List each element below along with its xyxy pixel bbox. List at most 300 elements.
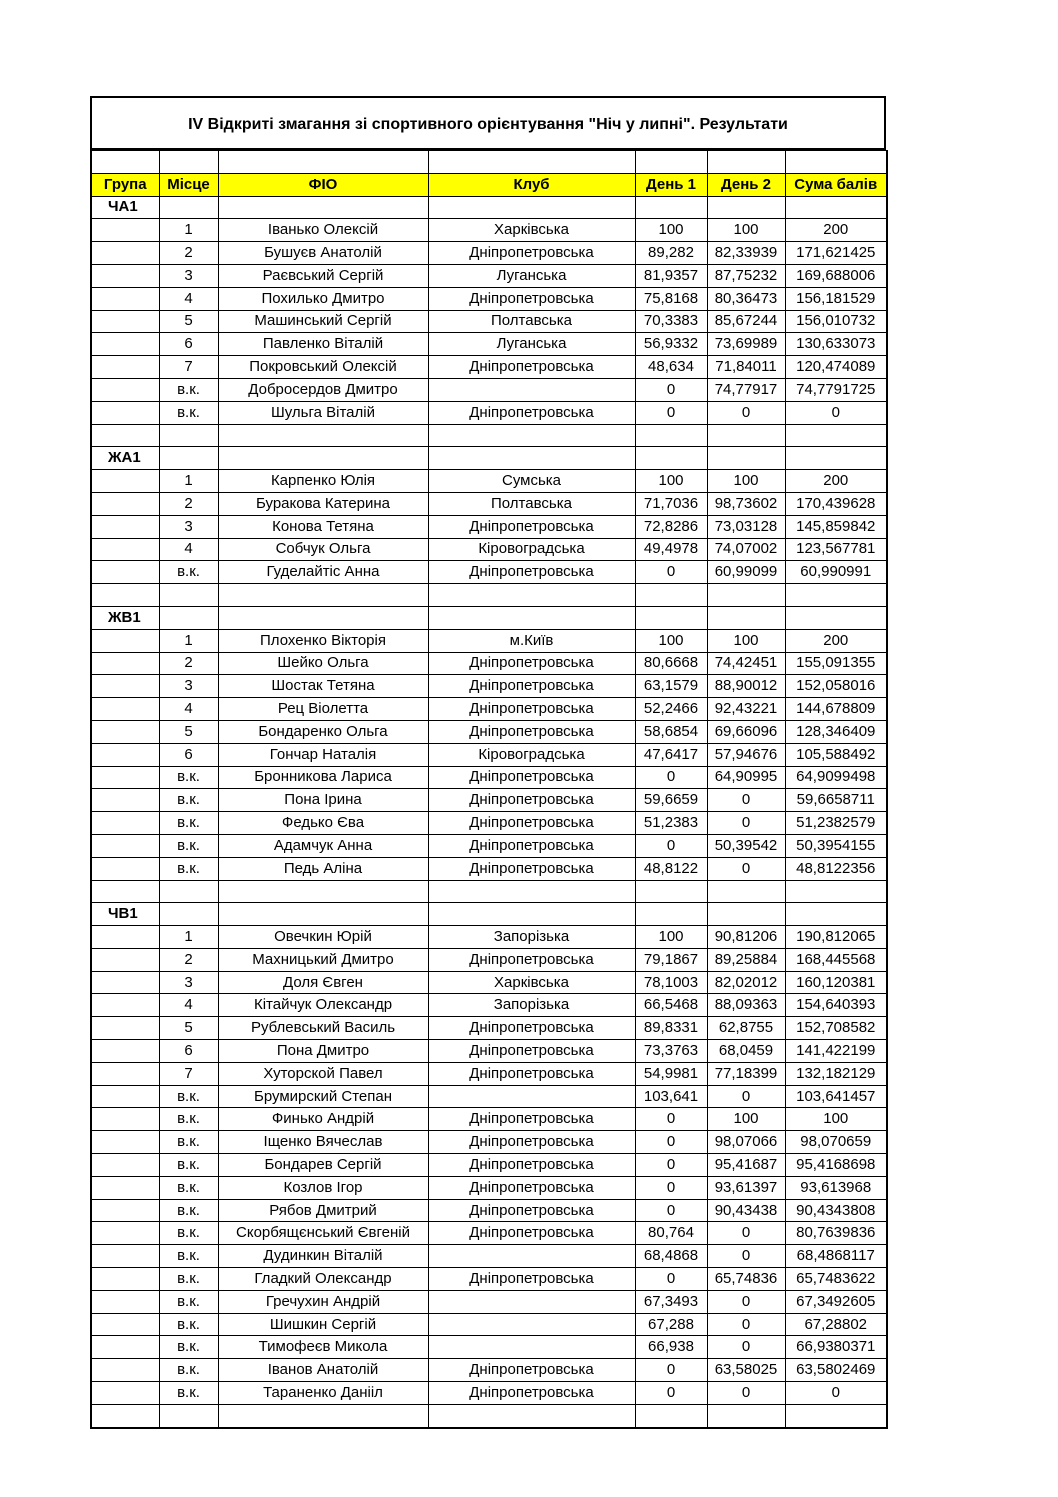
group-cell — [91, 971, 159, 994]
place-cell — [159, 903, 218, 926]
day2-cell — [707, 606, 785, 629]
name-cell: Плохенко Вікторія — [218, 629, 428, 652]
day2-cell: 73,03128 — [707, 515, 785, 538]
club-cell — [428, 584, 635, 607]
club-cell — [428, 196, 635, 219]
total-cell — [785, 903, 887, 926]
day2-cell: 100 — [707, 219, 785, 242]
place-cell: 2 — [159, 948, 218, 971]
name-cell: Шишкин Сергій — [218, 1313, 428, 1336]
name-cell: Іщенко Вячеслав — [218, 1131, 428, 1154]
day2-cell: 80,36473 — [707, 287, 785, 310]
total-cell — [785, 1404, 887, 1427]
day1-cell: 79,1867 — [635, 948, 707, 971]
total-cell: 145,859842 — [785, 515, 887, 538]
club-cell: Дніпропетровська — [428, 675, 635, 698]
club-cell — [428, 1085, 635, 1108]
total-cell: 48,8122356 — [785, 857, 887, 880]
club-cell — [428, 903, 635, 926]
name-cell — [218, 424, 428, 447]
club-cell: м.Київ — [428, 629, 635, 652]
club-cell: Дніпропетровська — [428, 1017, 635, 1040]
total-cell: 156,181529 — [785, 287, 887, 310]
total-cell: 144,678809 — [785, 698, 887, 721]
group-cell — [91, 1268, 159, 1291]
group-cell — [91, 675, 159, 698]
place-cell: 1 — [159, 926, 218, 949]
name-cell: Шостак Тетяна — [218, 675, 428, 698]
day1-cell: 58,6854 — [635, 720, 707, 743]
day1-cell: 59,6659 — [635, 789, 707, 812]
day1-cell: 49,4978 — [635, 538, 707, 561]
place-cell: в.к. — [159, 1336, 218, 1359]
day2-cell: 87,75232 — [707, 264, 785, 287]
group-cell — [91, 766, 159, 789]
day2-cell: 0 — [707, 1290, 785, 1313]
day2-cell: 63,58025 — [707, 1359, 785, 1382]
table-row — [91, 1176, 887, 1199]
day2-cell: 69,66096 — [707, 720, 785, 743]
table-row — [91, 1154, 887, 1177]
place-cell: 4 — [159, 994, 218, 1017]
name-cell: Добросердов Дмитро — [218, 378, 428, 401]
day2-cell: 64,90995 — [707, 766, 785, 789]
name-cell: Рублевський Василь — [218, 1017, 428, 1040]
day1-cell: 81,9357 — [635, 264, 707, 287]
day1-cell: 0 — [635, 1199, 707, 1222]
club-cell: Дніпропетровська — [428, 401, 635, 424]
place-cell: в.к. — [159, 1268, 218, 1291]
day2-cell: 93,61397 — [707, 1176, 785, 1199]
day1-cell: 54,9981 — [635, 1062, 707, 1085]
table-row — [91, 857, 887, 880]
name-cell: Бронникова Лариса — [218, 766, 428, 789]
name-cell: Дудинкин Віталій — [218, 1245, 428, 1268]
day2-cell — [707, 584, 785, 607]
club-cell — [428, 424, 635, 447]
day2-cell — [707, 447, 785, 470]
day1-cell: 73,3763 — [635, 1040, 707, 1063]
place-cell: в.к. — [159, 1222, 218, 1245]
total-cell — [785, 151, 887, 174]
group-cell — [91, 834, 159, 857]
group-cell — [91, 378, 159, 401]
total-cell: 63,5802469 — [785, 1359, 887, 1382]
group-cell — [91, 720, 159, 743]
group-row — [91, 447, 887, 470]
place-cell: в.к. — [159, 1176, 218, 1199]
group-cell — [91, 948, 159, 971]
group-cell — [91, 1040, 159, 1063]
group-cell — [91, 219, 159, 242]
total-cell: 120,474089 — [785, 356, 887, 379]
name-cell: Шейко Ольга — [218, 652, 428, 675]
total-cell: 95,4168698 — [785, 1154, 887, 1177]
day1-cell: 66,5468 — [635, 994, 707, 1017]
name-cell: Павленко Віталій — [218, 333, 428, 356]
name-cell: Пона Ірина — [218, 789, 428, 812]
separator-row — [91, 424, 887, 447]
club-cell — [428, 1313, 635, 1336]
club-cell: Дніпропетровська — [428, 1062, 635, 1085]
place-cell: в.к. — [159, 1199, 218, 1222]
table-row — [91, 1108, 887, 1131]
day1-cell: 80,6668 — [635, 652, 707, 675]
table-row — [91, 242, 887, 265]
day1-cell: 48,8122 — [635, 857, 707, 880]
day1-cell: 75,8168 — [635, 287, 707, 310]
name-cell: Махницький Дмитро — [218, 948, 428, 971]
day1-cell: 0 — [635, 378, 707, 401]
day2-cell: 74,77917 — [707, 378, 785, 401]
day2-cell — [707, 151, 785, 174]
day1-cell: 68,4868 — [635, 1245, 707, 1268]
place-cell: в.к. — [159, 1313, 218, 1336]
club-cell — [428, 378, 635, 401]
place-cell: в.к. — [159, 789, 218, 812]
total-cell: 152,058016 — [785, 675, 887, 698]
place-cell: в.к. — [159, 1085, 218, 1108]
day2-cell: 62,8755 — [707, 1017, 785, 1040]
place-cell: 1 — [159, 219, 218, 242]
day2-cell: 68,0459 — [707, 1040, 785, 1063]
day2-cell: 0 — [707, 401, 785, 424]
place-cell — [159, 880, 218, 903]
day1-cell: 0 — [635, 401, 707, 424]
club-cell: Дніпропетровська — [428, 698, 635, 721]
group-cell — [91, 812, 159, 835]
table-row — [91, 1199, 887, 1222]
total-cell: 171,621425 — [785, 242, 887, 265]
table-row — [91, 515, 887, 538]
group-cell — [91, 1199, 159, 1222]
club-cell: Дніпропетровська — [428, 242, 635, 265]
day2-cell: 0 — [707, 857, 785, 880]
day1-cell: 89,282 — [635, 242, 707, 265]
club-cell: Дніпропетровська — [428, 834, 635, 857]
table-row — [91, 310, 887, 333]
club-cell: Дніпропетровська — [428, 515, 635, 538]
day1-cell: 63,1579 — [635, 675, 707, 698]
day1-cell: 89,8331 — [635, 1017, 707, 1040]
name-cell: Гуделайтіс Анна — [218, 561, 428, 584]
place-cell: в.к. — [159, 1382, 218, 1405]
name-cell: Бондарев Сергій — [218, 1154, 428, 1177]
day2-cell: 100 — [707, 629, 785, 652]
place-cell: в.к. — [159, 1359, 218, 1382]
group-cell — [91, 1313, 159, 1336]
day1-cell — [635, 1404, 707, 1427]
day1-cell: 100 — [635, 629, 707, 652]
name-cell — [218, 903, 428, 926]
table-row — [91, 1382, 887, 1405]
total-cell: 190,812065 — [785, 926, 887, 949]
name-cell: Пона Дмитро — [218, 1040, 428, 1063]
results-body — [91, 151, 887, 1428]
group-cell — [91, 1108, 159, 1131]
group-row — [91, 196, 887, 219]
total-cell: 60,990991 — [785, 561, 887, 584]
day2-header: День 2 — [707, 173, 785, 196]
name-cell: Доля Євген — [218, 971, 428, 994]
name-cell — [218, 880, 428, 903]
name-cell: Тимофеєв Микола — [218, 1336, 428, 1359]
group-cell — [91, 151, 159, 174]
table-row — [91, 1017, 887, 1040]
name-cell — [218, 606, 428, 629]
club-cell: Дніпропетровська — [428, 1154, 635, 1177]
day2-cell — [707, 880, 785, 903]
place-header: Місце — [159, 173, 218, 196]
place-cell: в.к. — [159, 1108, 218, 1131]
day1-cell: 0 — [635, 766, 707, 789]
name-cell: Гладкий Олександр — [218, 1268, 428, 1291]
total-cell: 0 — [785, 1382, 887, 1405]
club-cell: Запорізька — [428, 994, 635, 1017]
table-row — [91, 766, 887, 789]
group-cell — [91, 538, 159, 561]
day2-cell — [707, 196, 785, 219]
place-cell: 7 — [159, 356, 218, 379]
table-row — [91, 1313, 887, 1336]
day2-cell — [707, 903, 785, 926]
place-cell: 5 — [159, 310, 218, 333]
name-cell: Буракова Катерина — [218, 492, 428, 515]
total-cell: 90,4343808 — [785, 1199, 887, 1222]
group-label: ЖВ1 — [91, 606, 159, 629]
table-row — [91, 948, 887, 971]
total-cell — [785, 606, 887, 629]
group-row — [91, 903, 887, 926]
total-cell: 66,9380371 — [785, 1336, 887, 1359]
table-row — [91, 834, 887, 857]
club-cell — [428, 151, 635, 174]
total-cell: 67,28802 — [785, 1313, 887, 1336]
day1-cell: 80,764 — [635, 1222, 707, 1245]
group-cell — [91, 743, 159, 766]
day2-cell: 0 — [707, 812, 785, 835]
club-cell: Сумська — [428, 470, 635, 493]
day2-cell: 65,74836 — [707, 1268, 785, 1291]
table-row — [91, 287, 887, 310]
separator-row — [91, 880, 887, 903]
name-cell: Федько Єва — [218, 812, 428, 835]
name-cell: Іванов Анатолій — [218, 1359, 428, 1382]
place-cell: в.к. — [159, 766, 218, 789]
place-cell: 3 — [159, 515, 218, 538]
day1-cell: 56,9332 — [635, 333, 707, 356]
day2-cell: 74,07002 — [707, 538, 785, 561]
day2-cell: 0 — [707, 1085, 785, 1108]
club-cell: Дніпропетровська — [428, 1359, 635, 1382]
total-cell: 200 — [785, 470, 887, 493]
group-cell — [91, 1245, 159, 1268]
total-cell — [785, 196, 887, 219]
place-cell: 4 — [159, 287, 218, 310]
table-row — [91, 1085, 887, 1108]
day1-cell: 48,634 — [635, 356, 707, 379]
group-cell — [91, 1359, 159, 1382]
place-cell: 3 — [159, 264, 218, 287]
total-cell — [785, 584, 887, 607]
table-row — [91, 401, 887, 424]
name-cell: Адамчук Анна — [218, 834, 428, 857]
day2-cell: 88,90012 — [707, 675, 785, 698]
club-cell: Дніпропетровська — [428, 1108, 635, 1131]
group-cell — [91, 1085, 159, 1108]
table-row — [91, 1040, 887, 1063]
day2-cell: 50,39542 — [707, 834, 785, 857]
group-label: ЧА1 — [91, 196, 159, 219]
place-cell: 4 — [159, 538, 218, 561]
total-cell: 0 — [785, 401, 887, 424]
day1-cell — [635, 584, 707, 607]
club-cell: Дніпропетровська — [428, 1131, 635, 1154]
day1-cell: 0 — [635, 1176, 707, 1199]
club-cell: Харківська — [428, 971, 635, 994]
title-text: IV Відкриті змагання зі спортивного орієнтування "Ніч у липні". Результати — [188, 116, 788, 133]
club-cell: Кіровоградська — [428, 538, 635, 561]
day1-cell: 0 — [635, 1359, 707, 1382]
group-cell — [91, 561, 159, 584]
name-cell: Педь Аліна — [218, 857, 428, 880]
total-cell: 170,439628 — [785, 492, 887, 515]
table-row — [91, 470, 887, 493]
table-row — [91, 994, 887, 1017]
day2-cell: 0 — [707, 1245, 785, 1268]
place-cell: 5 — [159, 1017, 218, 1040]
name-cell: Похилько Дмитро — [218, 287, 428, 310]
name-cell: Іванько Олексій — [218, 219, 428, 242]
club-cell: Харківська — [428, 219, 635, 242]
group-cell — [91, 264, 159, 287]
total-cell: 141,422199 — [785, 1040, 887, 1063]
day1-cell — [635, 606, 707, 629]
place-cell — [159, 1404, 218, 1427]
total-cell: 160,120381 — [785, 971, 887, 994]
place-cell: 5 — [159, 720, 218, 743]
name-cell: Шульга Віталій — [218, 401, 428, 424]
club-cell: Полтавська — [428, 492, 635, 515]
club-cell: Дніпропетровська — [428, 766, 635, 789]
day1-cell: 0 — [635, 1268, 707, 1291]
group-cell — [91, 1131, 159, 1154]
name-cell: Покровський Олексій — [218, 356, 428, 379]
total-cell: 67,3492605 — [785, 1290, 887, 1313]
place-cell — [159, 447, 218, 470]
sheet-title — [90, 96, 886, 150]
name-cell: Гречухин Андрій — [218, 1290, 428, 1313]
club-cell — [428, 1290, 635, 1313]
total-cell: 155,091355 — [785, 652, 887, 675]
group-cell — [91, 698, 159, 721]
day1-cell: 0 — [635, 561, 707, 584]
name-cell — [218, 1404, 428, 1427]
table-row — [91, 743, 887, 766]
name-cell: Кітайчук Олександр — [218, 994, 428, 1017]
club-cell: Дніпропетровська — [428, 1268, 635, 1291]
day1-cell: 0 — [635, 1108, 707, 1131]
day1-cell — [635, 196, 707, 219]
name-cell: Брумирский Степан — [218, 1085, 428, 1108]
club-cell — [428, 1245, 635, 1268]
header-row — [91, 173, 887, 196]
group-cell — [91, 515, 159, 538]
table-row — [91, 561, 887, 584]
place-cell: в.к. — [159, 378, 218, 401]
place-cell: 1 — [159, 629, 218, 652]
table-row — [91, 1222, 887, 1245]
group-cell — [91, 424, 159, 447]
name-cell: Рябов Дмитрий — [218, 1199, 428, 1222]
name-cell: Скорбящєнський Євгеній — [218, 1222, 428, 1245]
place-cell: 2 — [159, 242, 218, 265]
place-cell: в.к. — [159, 401, 218, 424]
name-header: ФІО — [218, 173, 428, 196]
name-cell: Собчук Ольга — [218, 538, 428, 561]
club-cell: Луганська — [428, 264, 635, 287]
total-cell: 74,7791725 — [785, 378, 887, 401]
group-cell — [91, 1404, 159, 1427]
club-cell: Дніпропетровська — [428, 652, 635, 675]
total-cell: 98,070659 — [785, 1131, 887, 1154]
total-cell: 59,6658711 — [785, 789, 887, 812]
group-cell — [91, 994, 159, 1017]
place-cell: в.к. — [159, 812, 218, 835]
club-cell: Дніпропетровська — [428, 1176, 635, 1199]
place-cell: 1 — [159, 470, 218, 493]
group-cell — [91, 857, 159, 880]
group-label: ЧВ1 — [91, 903, 159, 926]
group-cell — [91, 926, 159, 949]
place-cell — [159, 584, 218, 607]
club-cell — [428, 880, 635, 903]
club-cell: Дніпропетровська — [428, 1199, 635, 1222]
group-cell — [91, 1290, 159, 1313]
club-cell: Дніпропетровська — [428, 1040, 635, 1063]
name-cell — [218, 196, 428, 219]
total-cell: 169,688006 — [785, 264, 887, 287]
total-cell: 128,346409 — [785, 720, 887, 743]
table-row — [91, 1359, 887, 1382]
table-row — [91, 720, 887, 743]
name-cell: Рец Віолетта — [218, 698, 428, 721]
name-cell: Гончар Наталія — [218, 743, 428, 766]
name-cell — [218, 584, 428, 607]
day2-cell: 95,41687 — [707, 1154, 785, 1177]
name-cell: Карпенко Юлія — [218, 470, 428, 493]
table-row — [91, 926, 887, 949]
day2-cell: 0 — [707, 1336, 785, 1359]
day2-cell: 71,84011 — [707, 356, 785, 379]
group-cell — [91, 880, 159, 903]
club-cell: Дніпропетровська — [428, 948, 635, 971]
day1-cell: 47,6417 — [635, 743, 707, 766]
table-row — [91, 1268, 887, 1291]
day1-cell: 72,8286 — [635, 515, 707, 538]
day1-cell — [635, 903, 707, 926]
club-header: Клуб — [428, 173, 635, 196]
day1-cell: 70,3383 — [635, 310, 707, 333]
total-cell: 50,3954155 — [785, 834, 887, 857]
day2-cell: 100 — [707, 470, 785, 493]
total-cell: 154,640393 — [785, 994, 887, 1017]
day1-cell — [635, 151, 707, 174]
table-row — [91, 492, 887, 515]
club-cell: Дніпропетровська — [428, 287, 635, 310]
day2-cell: 82,02012 — [707, 971, 785, 994]
name-cell: Финько Андрій — [218, 1108, 428, 1131]
